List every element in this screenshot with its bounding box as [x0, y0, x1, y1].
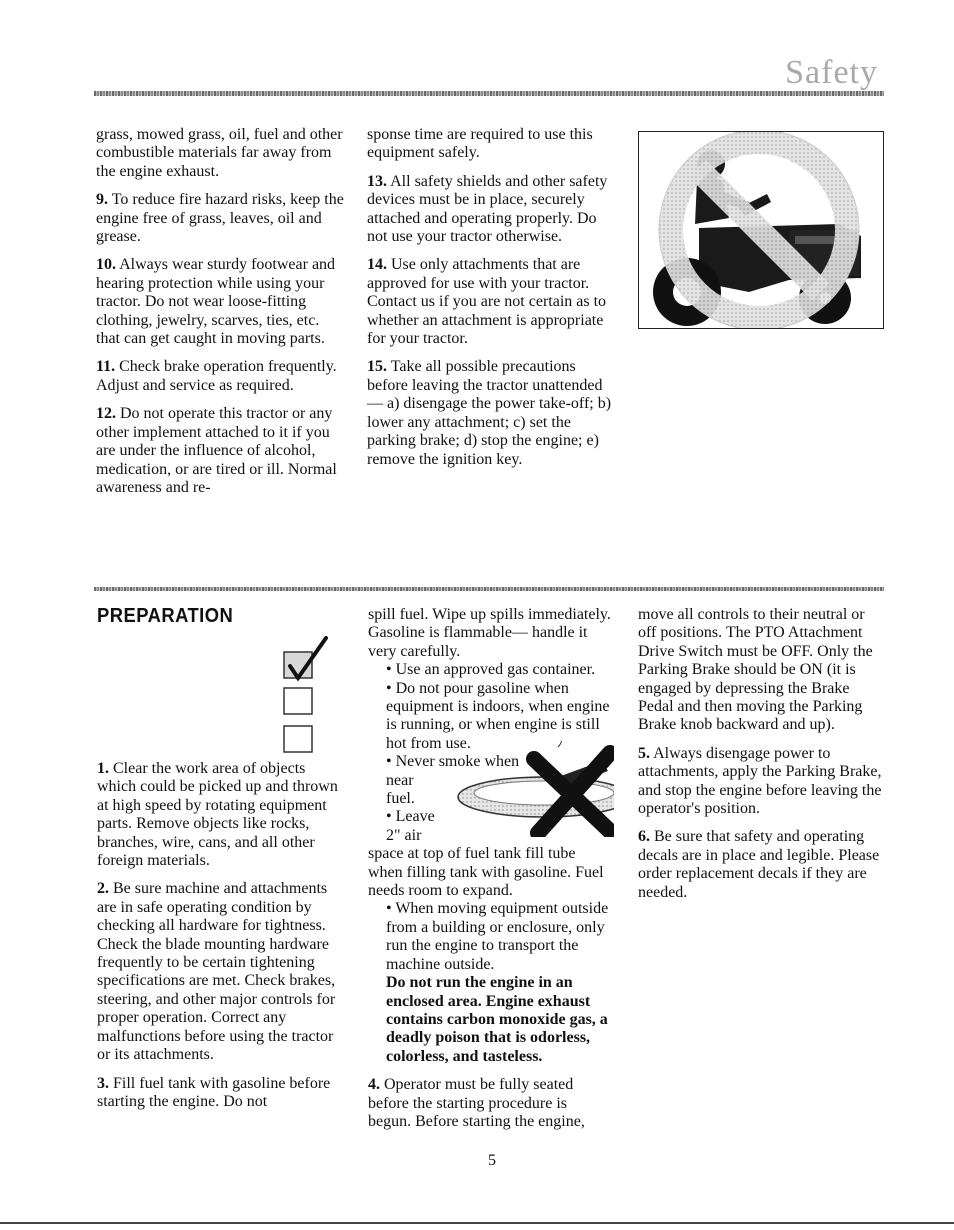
paragraph: 5. Always disengage power to attachments, apply the Parking Brake, and stop the engine before leaving the operator's position. — [638, 744, 882, 818]
paragraph: 6. Be sure that safety and operating decals are in place and legible. Please order replacement decals if they are needed. — [638, 828, 880, 901]
preparation-heading: PREPARATION — [97, 605, 234, 627]
paragraph: 3. Fill fuel tank with gasoline before starting the engine. Do not — [97, 1074, 331, 1110]
paragraph: sponse time are required to use this equipment safely. — [367, 126, 593, 162]
paragraph: 10. Always wear sturdy footwear and hearing protection while using your tractor. Do not wear loose-fitting clothing, jewelry, scarves, ties, etc. that can get caught in moving parts. — [96, 256, 336, 348]
list-item-cont: near — [386, 771, 414, 789]
preparation-column-3 — [638, 606, 884, 912]
section-rule — [94, 587, 884, 591]
paragraph: 1. Clear the work area of objects which could be picked up and thrown at high speed by rotating equipment parts. Remove objects like rocks, branches, wire, cans, and all other foreign materials. — [97, 760, 338, 870]
paragraph: spill fuel. Wipe up spills immediately. Gasoline is flammable— handle it very carefully. — [368, 606, 611, 660]
paragraph: 9. To reduce fire hazard risks, keep the engine free of grass, leaves, oil and grease. — [96, 191, 344, 246]
list-item: • Never smoke when — [386, 753, 520, 771]
bullet-list — [368, 661, 614, 845]
list-item-cont: 2" air — [386, 826, 422, 844]
paragraph: 15. Take all possible precautions before leaving the tractor unattended— a) disengage the power take-off; b) lower any attachment; c) set the parking brake; d) stop the engine; e) remove the ignition key. — [367, 358, 612, 468]
paragraph: 13. All safety shields and other safety devices must be in place, securely attached and operating properly. Do not use your tractor otherwise. — [367, 172, 608, 246]
list-item: • When moving equipment outside from a building or enclosure, only run the engine to transport the machine outside. — [386, 900, 609, 973]
list-item: • Leave — [386, 808, 435, 826]
paragraph: 4. Operator must be fully seated before the starting procedure is begun. Before starting the engine, — [368, 1076, 585, 1130]
warning-text: Do not run the engine in an enclosed area. Engine exhaust contains carbon monoxide gas, a deadly poison that is odorless, colorless, and tasteless. — [386, 974, 608, 1065]
section-title: Safety — [785, 54, 878, 91]
no-smoking-near-fuel-icon — [438, 741, 614, 837]
preparation-column-2 — [368, 606, 614, 1131]
nosmoke-block — [386, 753, 614, 845]
list-item: • Use an approved gas container. — [386, 661, 596, 679]
header-rule — [94, 91, 884, 96]
paragraph: 2. Be sure machine and attachments are in safe operating condition by checking all hardware for tightness. Check the blade mounting hardware frequently to be certain tightening specifications are met. Check brakes, steering, and other major controls for proper operation. Correct any malfunctions before using the tractor or its attachments. — [97, 880, 336, 1064]
paragraph: 14. Use only attachments that are approved for use with your tractor. Contact us if you are not certain as to whether an attachment is appropriate for your tractor. — [367, 256, 607, 348]
top-column-2 — [367, 126, 615, 479]
list-item: • Do not pour gasoline when equipment is indoors, when engine is running, or when engine is still hot from use. — [386, 679, 610, 752]
paragraph: grass, mowed grass, oil, fuel and other combustible materials far away from the engine exhaust. — [96, 126, 343, 180]
no-child-on-tractor-icon — [638, 131, 884, 329]
checklist-icon — [280, 636, 336, 754]
page-number: 5 — [488, 1152, 496, 1169]
top-column-1 — [96, 126, 344, 507]
paragraph: 11. Check brake operation frequently. Adjust and service as required. — [96, 358, 337, 394]
paragraph: move all controls to their neutral or off positions. The PTO Attachment Drive Switch must be OFF. Only the Parking Brake should be ON (it is engaged by depressing the Brake Pedal and then moving the Parking Brake knob backward and up). — [638, 606, 873, 734]
preparation-column-1 — [97, 760, 343, 1121]
list-item-cont: fuel. — [386, 790, 415, 808]
paragraph: space at top of fuel tank fill tube when filling tank with gasoline. Fuel needs room to expand. — [368, 845, 604, 900]
footer-rule — [0, 1222, 954, 1224]
paragraph: 12. Do not operate this tractor or any other implement attached to it if you are under the influence of alcohol, medication, or are tired or ill. Normal awareness and re- — [96, 405, 337, 496]
